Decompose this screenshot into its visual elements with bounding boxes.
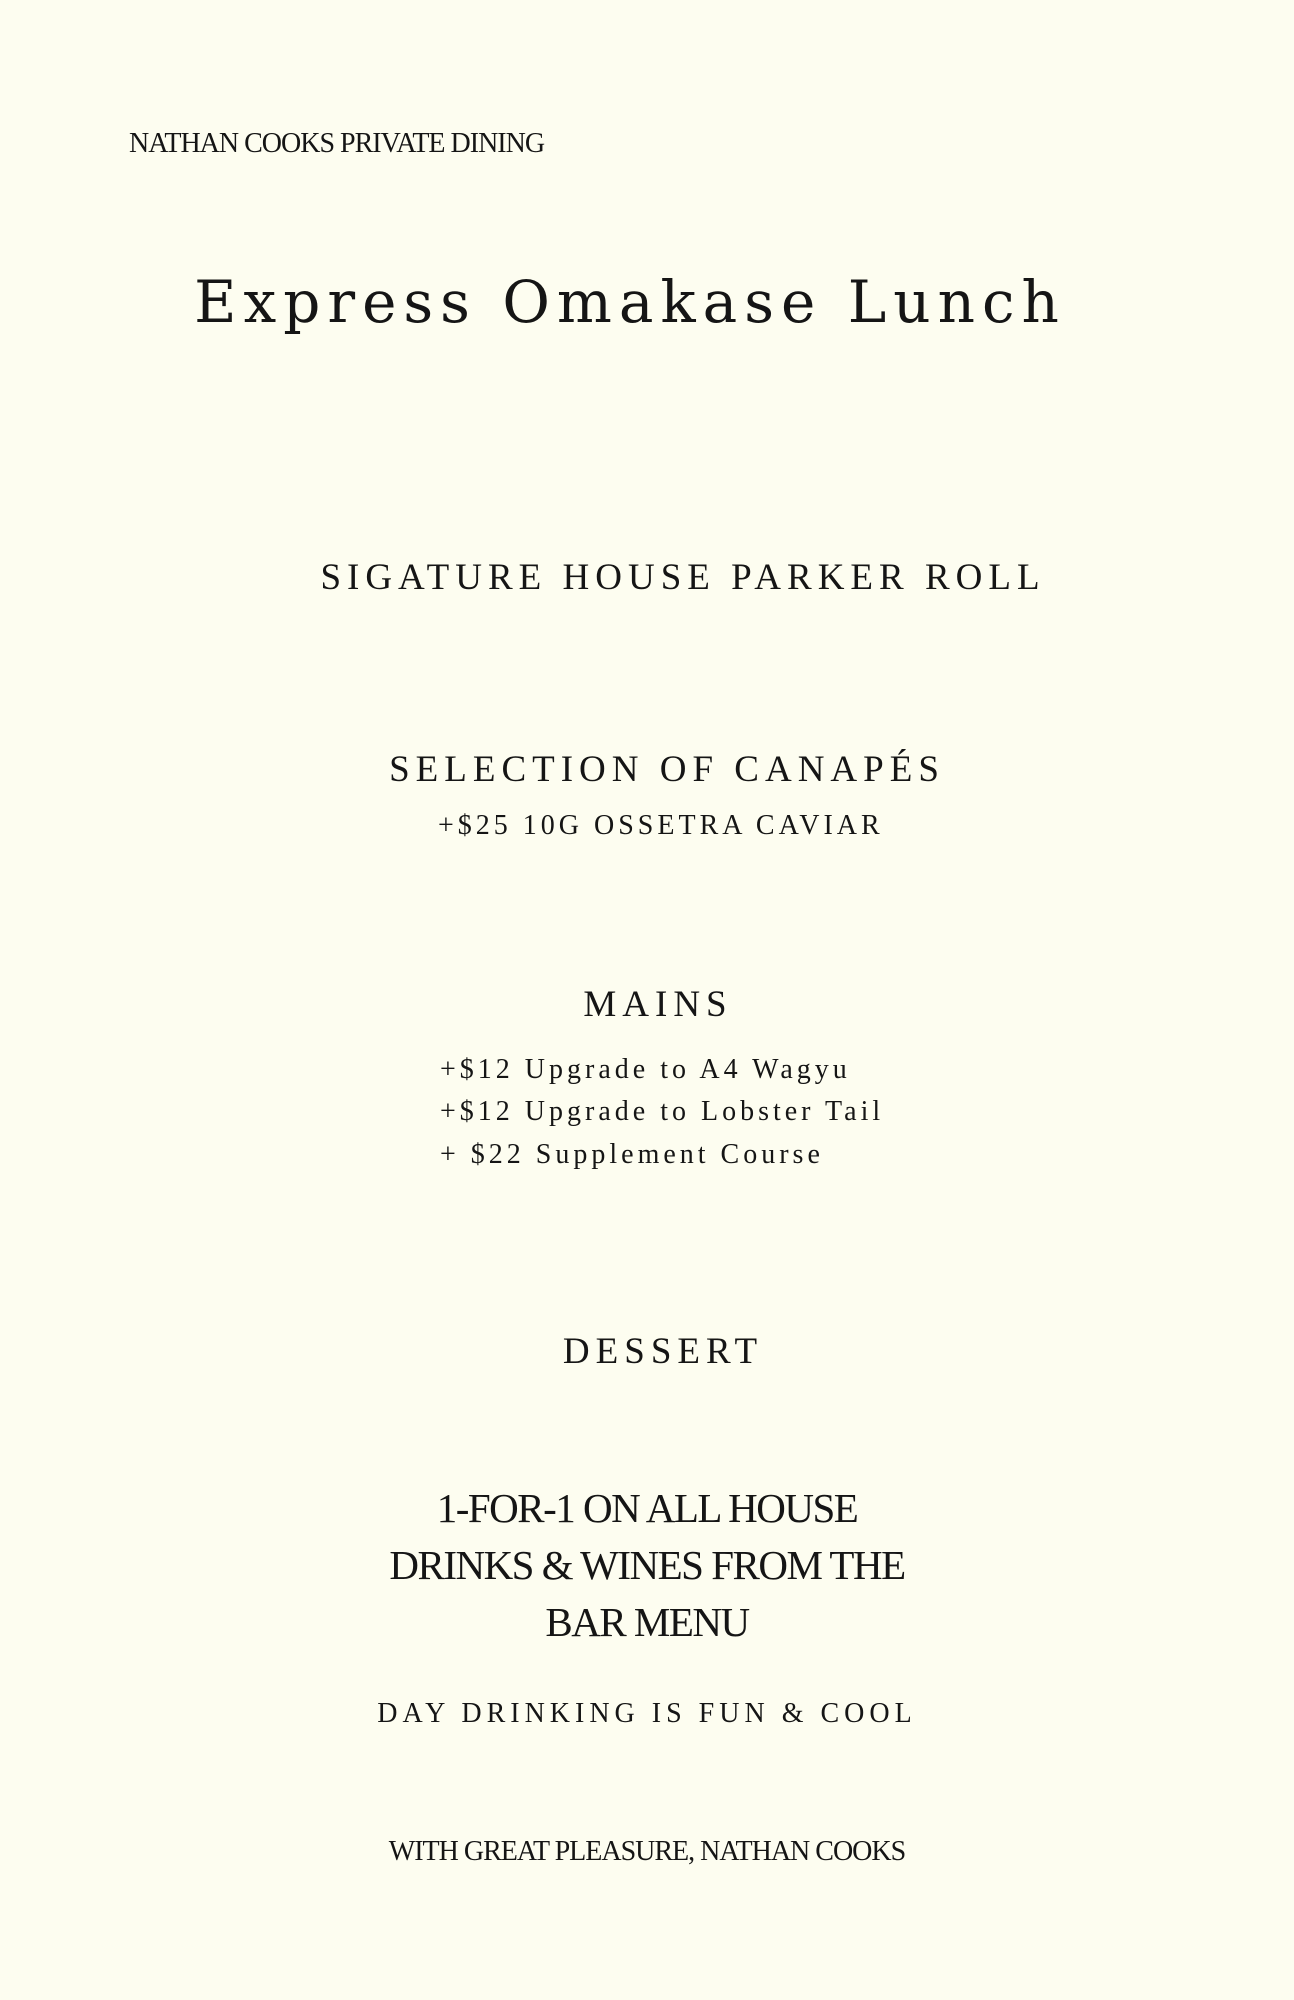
promo-line: BAR MENU: [545, 1599, 749, 1645]
promo-line: 1-FOR-1 ON ALL HOUSE: [436, 1485, 858, 1531]
drinks-promo: [0, 1480, 1294, 1651]
course-heading-roll: SIGATURE HOUSE PARKER ROLL: [320, 557, 1046, 598]
signoff: WITH GREAT PLEASURE, NATHAN COOKS: [388, 1836, 906, 1867]
mains-addon-supplement: + $22 Supplement Course: [440, 1139, 824, 1170]
course-heading-dessert: DESSERT: [562, 1331, 764, 1372]
menu-title: Express Omakase Lunch: [194, 268, 1066, 336]
canapes-addon-caviar: +$25 10G OSSETRA CAVIAR: [438, 810, 884, 841]
promo-line: DRINKS & WINES FROM THE: [389, 1542, 905, 1588]
mains-addon-lobster: +$12 Upgrade to Lobster Tail: [440, 1096, 885, 1127]
mains-addon-wagyu: +$12 Upgrade to A4 Wagyu: [440, 1054, 851, 1085]
brand-name: NATHAN COOKS PRIVATE DINING: [129, 128, 545, 159]
course-heading-canapes: SELECTION OF CANAPÉS: [389, 749, 945, 790]
course-heading-mains: MAINS: [583, 984, 733, 1025]
promo-tagline: DAY DRINKING IS FUN & COOL: [377, 1698, 917, 1729]
